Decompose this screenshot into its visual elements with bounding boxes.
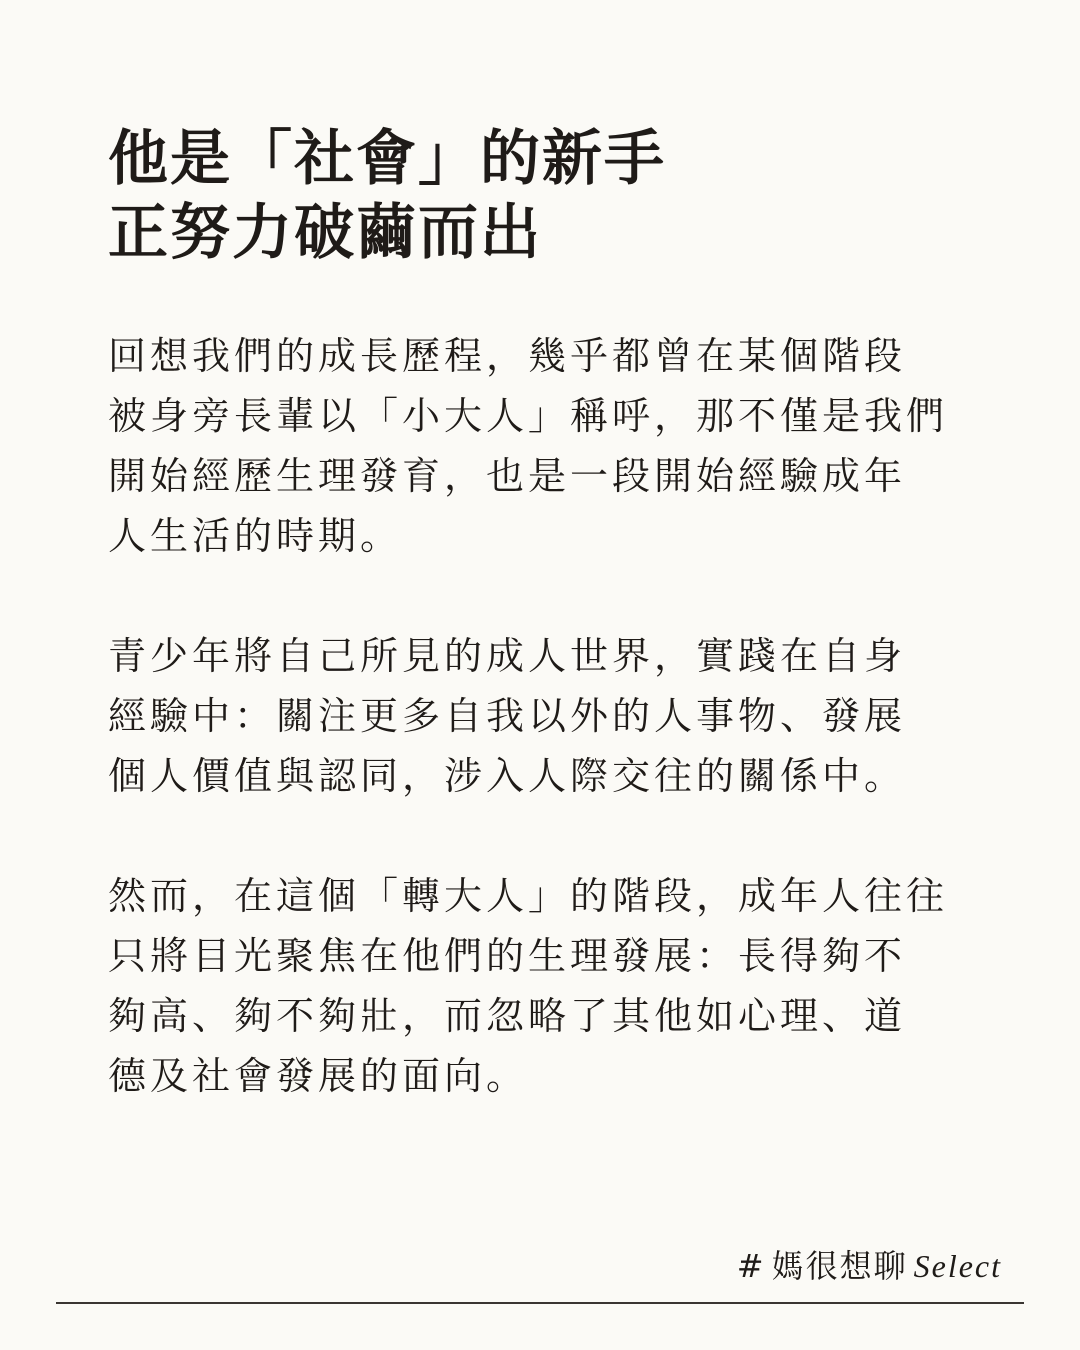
paragraph-3 bbox=[108, 866, 988, 1106]
brand-name: 媽很想聊 bbox=[771, 1247, 908, 1285]
paragraph-line: 青少年將自己所見的成人世界，實踐在自身 bbox=[108, 634, 907, 678]
paragraph-line: 人生活的時期。 bbox=[108, 514, 403, 558]
page-title bbox=[108, 122, 988, 270]
article-body bbox=[108, 326, 988, 1166]
title-line-1: 他是「社會」的新手 bbox=[108, 124, 666, 194]
paragraph-line: 然而，在這個「轉大人」的階段，成年人往往 bbox=[108, 874, 949, 918]
paragraph-1 bbox=[108, 326, 988, 566]
paragraph-line: 被身旁長輩以「小大人」稱呼，那不僅是我們 bbox=[108, 394, 949, 438]
hash-symbol: # bbox=[736, 1247, 766, 1285]
paragraph-line: 德及社會發展的面向。 bbox=[108, 1054, 529, 1098]
paragraph-line: 經驗中：關注更多自我以外的人事物、發展 bbox=[108, 694, 907, 738]
paragraph-line: 開始經歷生理發育，也是一段開始經驗成年 bbox=[108, 454, 907, 498]
paragraph-line: 個人價值與認同，涉入人際交往的關係中。 bbox=[108, 754, 907, 798]
footer-divider bbox=[56, 1302, 1024, 1304]
paragraph-2 bbox=[108, 626, 988, 806]
footer-hashtag bbox=[737, 1244, 1002, 1288]
title-line-2: 正努力破繭而出 bbox=[108, 198, 542, 268]
brand-select: Select bbox=[913, 1248, 1002, 1284]
paragraph-line: 只將目光聚焦在他們的生理發展：長得夠不 bbox=[108, 934, 907, 978]
paragraph-line: 回想我們的成長歷程，幾乎都曾在某個階段 bbox=[108, 334, 907, 378]
paragraph-line: 夠高、夠不夠壯，而忽略了其他如心理、道 bbox=[108, 994, 907, 1038]
